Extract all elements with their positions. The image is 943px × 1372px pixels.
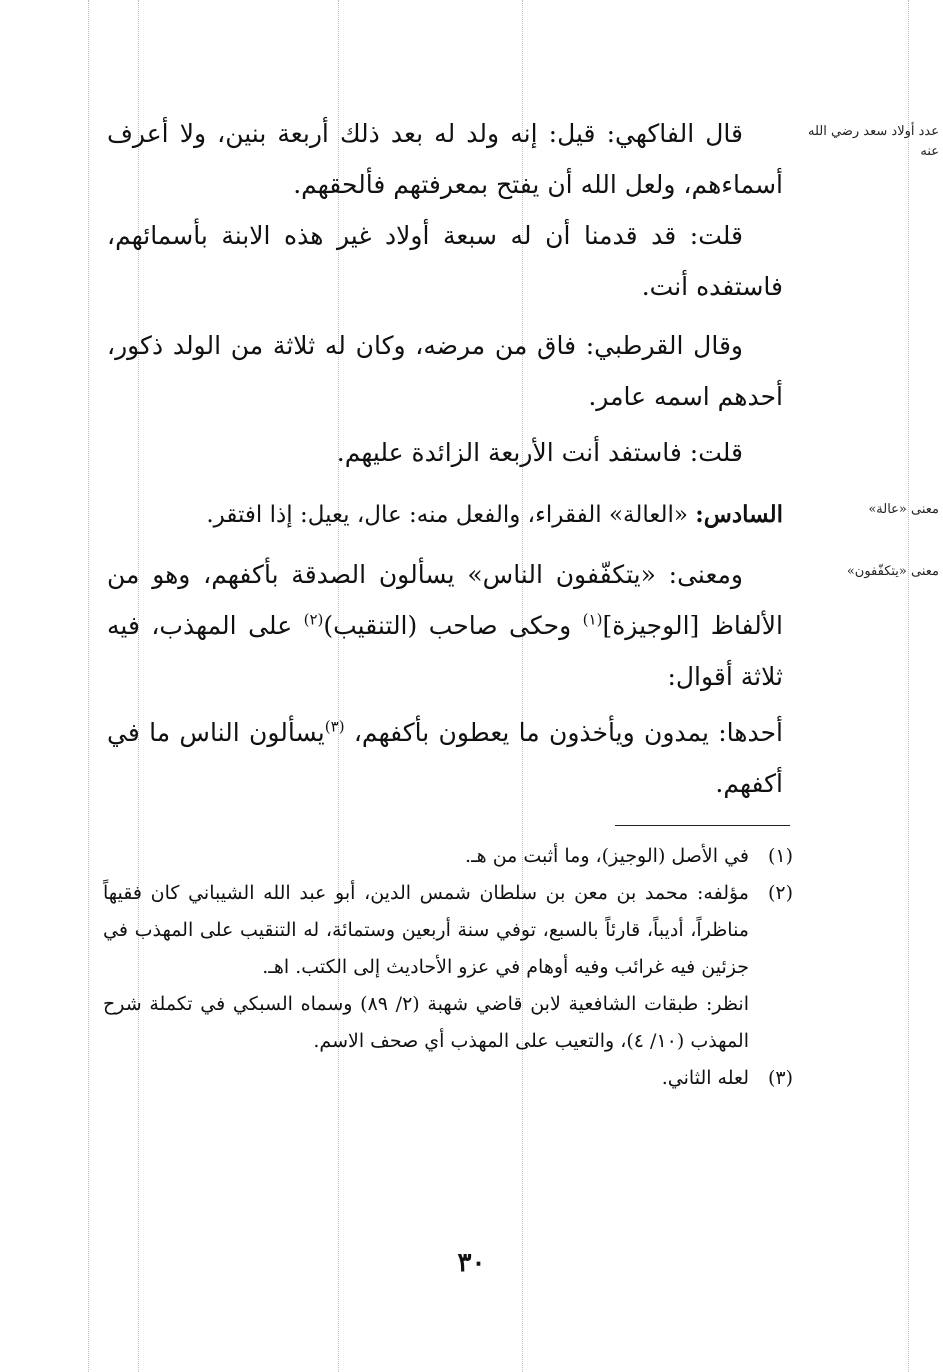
footnote-2: (٢) مؤلفه: محمد بن معن بن سلطان شمس الدين، أبو عبد الله الشيباني كان فقيهاً مناظراً، أديباً، قارئاً بالسبع، توفي سنة أربعين وستمائة، له التنقيب على المهذب في جزئين فيه غرائب وفيه أوهام في عزو الأحاديث إلى الكتب. اهـ. انظر: طبقات الشافعية لابن قاضي شهبة (٢/ ٨٩) وسماه السبكي في تكملة شرح المهذب (١٠/ ٤)، والتعيب على المهذب أي صحف الاسم. <box>103 875 793 1060</box>
paragraph-first-opinion: أحدها: يمدون ويأخذون ما يعطون بأكفهم، $^{(٣)}$يسألون الناس ما في أكفهم. <box>107 717 783 798</box>
margin-note-aala: معنى «عالة» <box>868 502 939 517</box>
section-lead: السادس: <box>695 501 783 528</box>
paragraph-sixth: السادس: «العالة» الفقراء، والفعل منه: عال، يعيل: إذا افتقر. <box>206 501 783 528</box>
footnote-ref-1[interactable]: (١) <box>582 610 603 629</box>
footnote-ref-3[interactable]: (٣) <box>324 717 345 736</box>
margin-note-yatakaffafun: معنى «يتكفّفون» <box>846 564 939 579</box>
scan-guide-line <box>88 0 89 1372</box>
footnote-3: (٣) لعله الثاني. <box>103 1060 793 1097</box>
margin-note-sons: عدد أولاد سعد رضي الله عنه <box>808 124 939 159</box>
footnote-1: (١) في الأصل (الوجيز)، وما أثبت من هـ. <box>103 838 793 875</box>
footnote-separator <box>615 825 790 826</box>
page-number: ٣٠ <box>457 1248 486 1278</box>
footnote-number: (١) <box>767 845 793 867</box>
paragraph-fakihi: قال الفاكهي: قيل: إنه ولد له بعد ذلك أربعة بنين، ولا أعرف أسماءهم، ولعل الله أن يفتح بمعرفتهم فألحقهم. <box>107 119 783 199</box>
paragraph-qurtubi: وقال القرطبي: فاق من مرضه، وكان له ثلاثة من الولد ذكور، أحدهم اسمه عامر. <box>107 331 783 411</box>
footnote-number: (٣) <box>767 1067 793 1089</box>
paragraph-yatakaffafun: ومعنى: «يتكفّفون الناس» يسألون الصدقة بأكفهم، وهو من الألفاظ [الوجيزة]$^{(١)}$ وحكى صاحب (التنقيب)$^{(٢)}$ على المهذب، فيه ثلاثة أقوال: <box>107 560 783 691</box>
footnote-number: (٢) <box>767 882 793 904</box>
paragraph-qultu-1: قلت: قد قدمنا أن له سبعة أولاد غير هذه الابنة بأسمائهم، فاستفده أنت. <box>107 221 783 301</box>
footnote-ref-2[interactable]: (٢) <box>303 610 324 629</box>
footnotes <box>103 838 793 1097</box>
paragraph-qultu-2: قلت: فاستفد أنت الأربعة الزائدة عليهم. <box>336 438 743 467</box>
scan-guide-line <box>908 0 909 1372</box>
